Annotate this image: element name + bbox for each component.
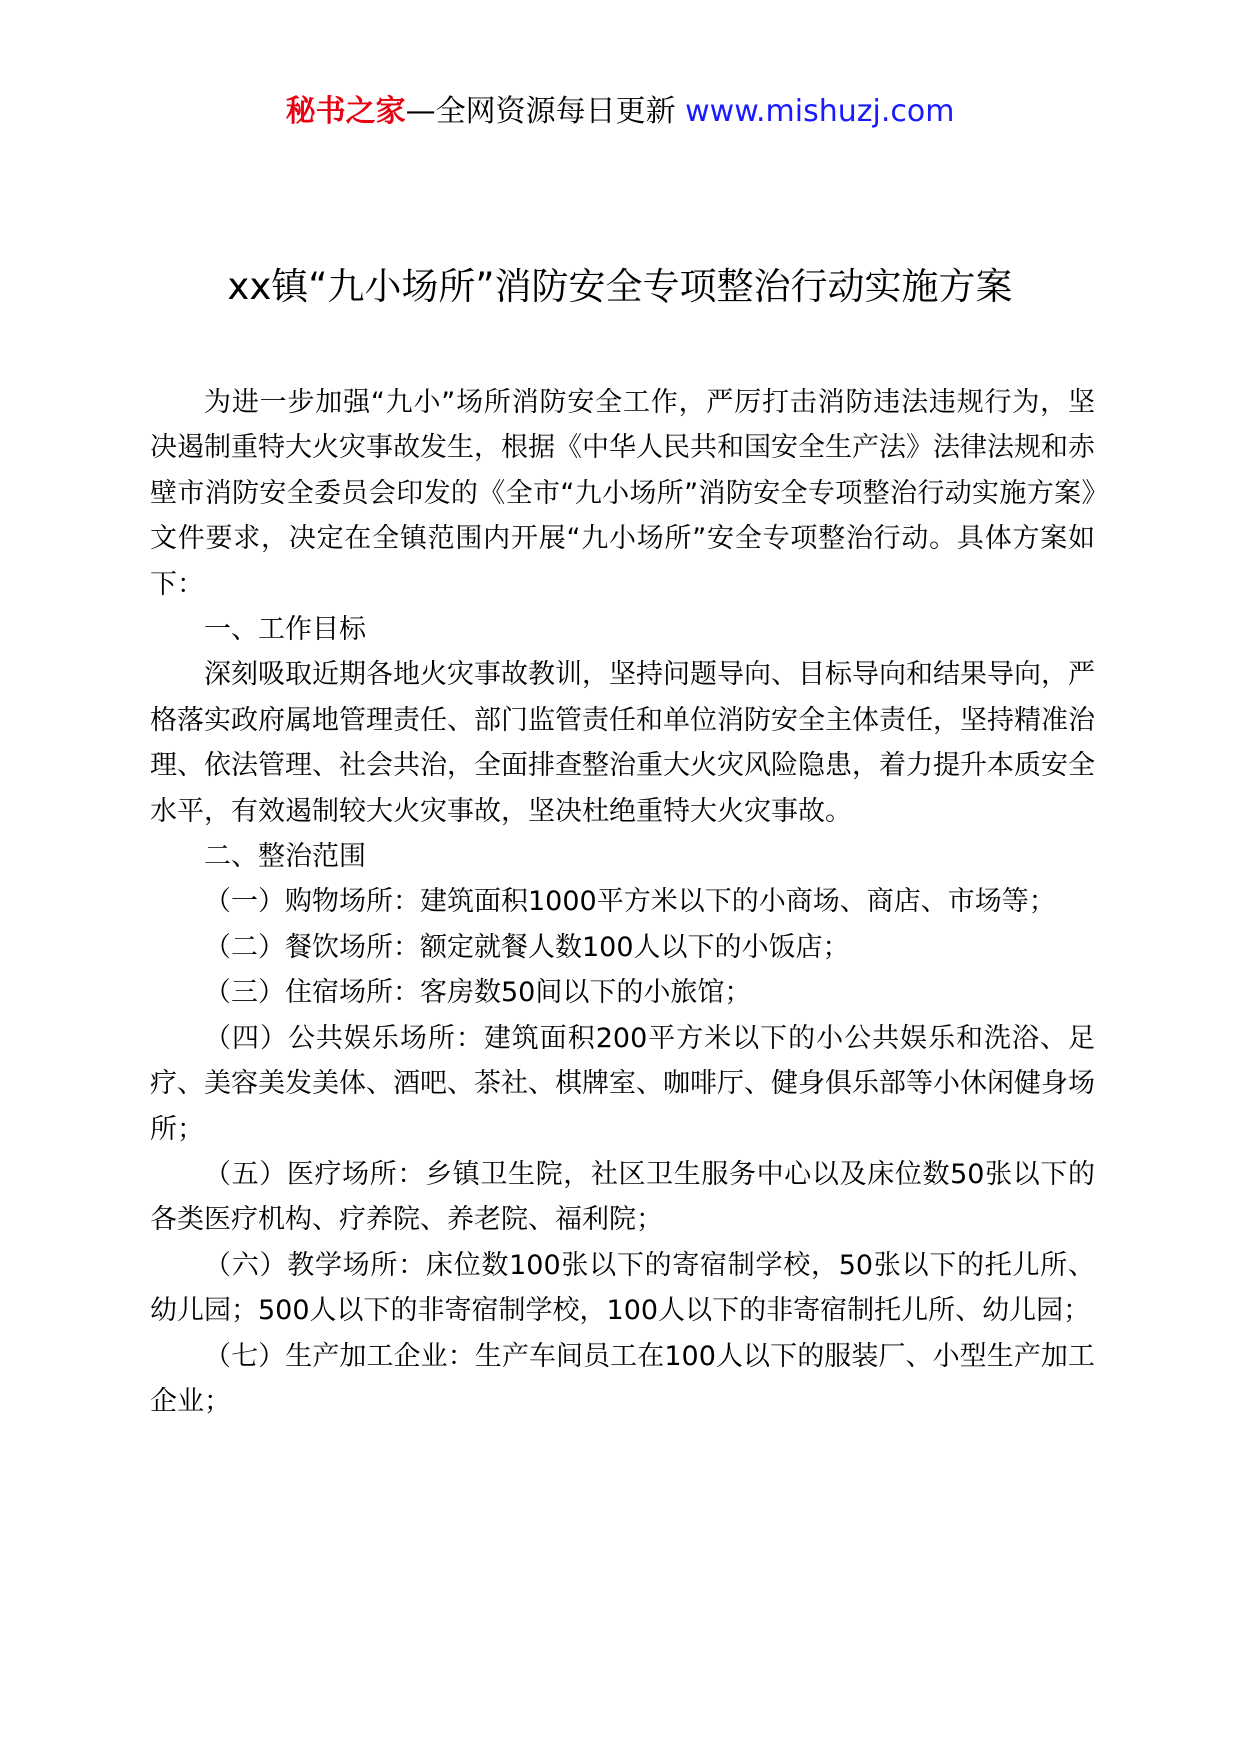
- list-item: （一）购物场所：建筑面积1000平方米以下的小商场、商店、市场等；: [204, 886, 1056, 918]
- document-body: [150, 380, 1095, 1424]
- site-url-link[interactable]: www.mishuzj.com: [685, 94, 955, 129]
- header-slogan: —全网资源每日更新: [405, 94, 676, 129]
- brand-name: 秘书之家: [285, 94, 406, 129]
- section-heading: 二、整治范围: [204, 841, 366, 873]
- site-header: [0, 92, 1240, 132]
- intro-paragraph: 为进一步加强“九小”场所消防安全工作，严厉打击消防违法违规行为，坚决遏制重特大火灾事故发生，根据《中华人民共和国安全生产法》法律法规和赤壁市消防安全委员会印发的《全市“九小场所”消防安全专项整治行动实施方案》文件要求，决定在全镇范围内开展“九小场所”安全专项整治行动。具体方案如下：: [150, 387, 1095, 600]
- document-title: xx镇“九小场所”消防安全专项整治行动实施方案: [227, 265, 1013, 308]
- list-item: （七）生产加工企业：生产车间员工在100人以下的服装厂、小型生产加工企业；: [150, 1340, 1095, 1417]
- section-heading: 一、工作目标: [204, 614, 366, 646]
- body-paragraph: 深刻吸取近期各地火灾事故教训，坚持问题导向、目标导向和结果导向，严格落实政府属地管理责任、部门监管责任和单位消防安全主体责任，坚持精准治理、依法管理、社会共治，全面排查整治重大火灾风险隐患，着力提升本质安全水平，有效遏制较大火灾事故，坚决杜绝重特大火灾事故。: [150, 659, 1095, 827]
- list-item: （四）公共娱乐场所：建筑面积200平方米以下的小公共娱乐和洗浴、足疗、美容美发美体、酒吧、茶社、棋牌室、咖啡厅、健身俱乐部等小休闲健身场所；: [150, 1022, 1095, 1145]
- list-item: （二）餐饮场所：额定就餐人数100人以下的小饭店；: [204, 931, 850, 963]
- list-item: （三）住宿场所：客房数50间以下的小旅馆；: [204, 977, 752, 1009]
- list-item: （五）医疗场所：乡镇卫生院，社区卫生服务中心以及床位数50张以下的各类医疗机构、疗养院、养老院、福利院；: [150, 1158, 1095, 1236]
- list-item: （六）教学场所：床位数100张以下的寄宿制学校，50张以下的托儿所、幼儿园；500人以下的非寄宿制学校，100人以下的非寄宿制托儿所、幼儿园；: [150, 1249, 1095, 1327]
